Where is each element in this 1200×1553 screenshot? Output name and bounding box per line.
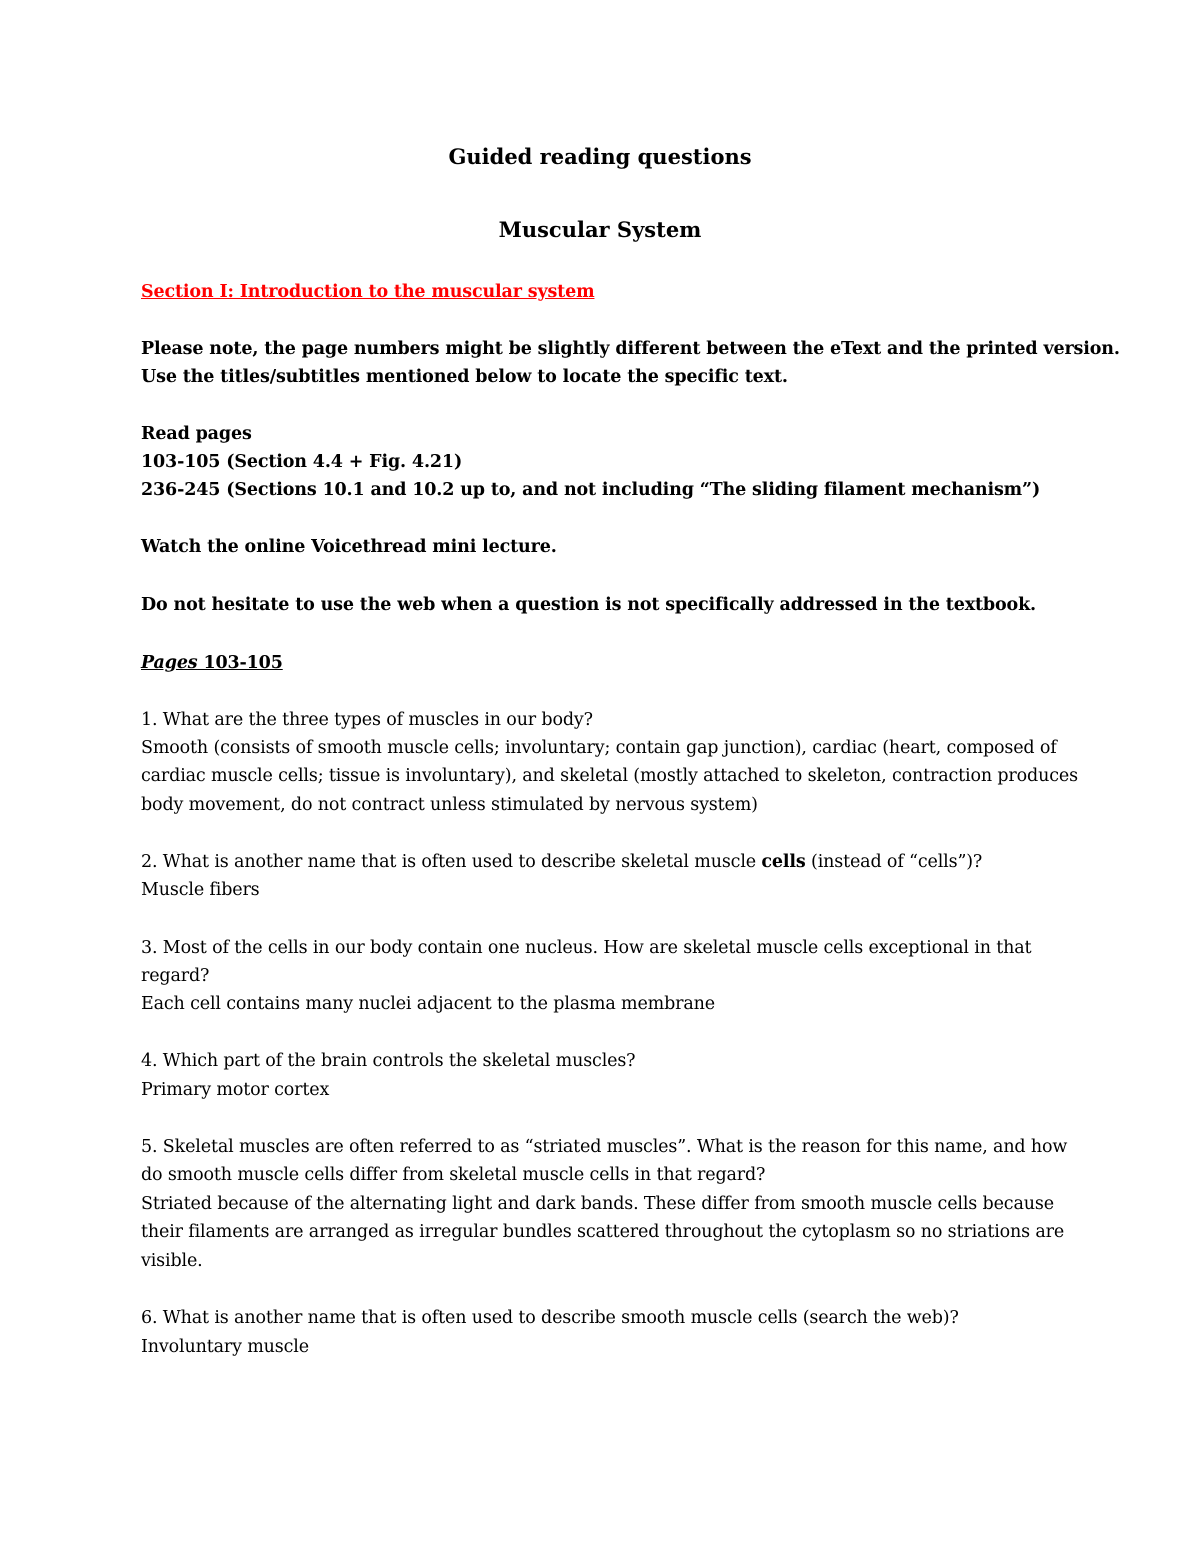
- question-2-bold-word: cells: [761, 852, 806, 872]
- section-heading: Section I: Introduction to the muscular system: [141, 282, 595, 302]
- question-3-line-1: 3. Most of the cells in our body contain one nucleus. How are skeletal muscle cells exceptional in that: [141, 938, 1032, 958]
- answer-6-line-1: Involuntary muscle: [141, 1337, 309, 1357]
- pages-heading-italic: Pages: [141, 653, 198, 673]
- question-2-text-after: (instead of “cells”)?: [805, 852, 983, 872]
- answer-3-line-1: Each cell contains many nuclei adjacent to the plasma membrane: [141, 994, 715, 1014]
- question-4: 4. Which part of the brain controls the skeletal muscles?: [141, 1051, 636, 1071]
- web-note: Do not hesitate to use the web when a question is not specifically addressed in the textbook.: [141, 595, 1036, 615]
- pages-heading: [141, 653, 283, 673]
- pages-heading-range: 103-105: [197, 653, 283, 673]
- answer-1-line-1: Smooth (consists of smooth muscle cells; involuntary; contain gap junction), cardiac (heart, composed of: [141, 738, 1057, 758]
- answer-4-line-1: Primary motor cortex: [141, 1080, 330, 1100]
- question-6: 6. What is another name that is often used to describe smooth muscle cells (search the web)?: [141, 1308, 959, 1328]
- read-pages-item-2: 236-245 (Sections 10.1 and 10.2 up to, and not including “The sliding filament mechanism”): [141, 480, 1041, 500]
- answer-5-line-2: their filaments are arranged as irregular bundles scattered throughout the cytoplasm so no striations are: [141, 1222, 1065, 1242]
- answer-5-line-1: Striated because of the alternating light and dark bands. These differ from smooth muscle cells because: [141, 1194, 1054, 1214]
- question-5-line-2: do smooth muscle cells differ from skeletal muscle cells in that regard?: [141, 1165, 766, 1185]
- question-1: 1. What are the three types of muscles in our body?: [141, 710, 593, 730]
- document-title: Guided reading questions: [448, 144, 752, 169]
- question-3-line-2: regard?: [141, 966, 210, 986]
- note-line-1: Please note, the page numbers might be slightly different between the eText and the printed version.: [141, 339, 1120, 359]
- read-pages-label: Read pages: [141, 424, 252, 444]
- question-2: [141, 852, 982, 872]
- question-2-text-before: 2. What is another name that is often used to describe skeletal muscle: [141, 852, 762, 872]
- answer-1-line-3: body movement, do not contract unless stimulated by nervous system): [141, 795, 758, 815]
- answer-2-line-1: Muscle fibers: [141, 880, 260, 900]
- note-line-2: Use the titles/subtitles mentioned below to locate the specific text.: [141, 367, 788, 387]
- document-subtitle: Muscular System: [498, 217, 702, 242]
- read-pages-item-1: 103-105 (Section 4.4 + Fig. 4.21): [141, 452, 463, 472]
- answer-5-line-3: visible.: [141, 1251, 203, 1271]
- answer-1-line-2: cardiac muscle cells; tissue is involuntary), and skeletal (mostly attached to skeleton, contraction produces: [141, 766, 1078, 786]
- watch-instruction: Watch the online Voicethread mini lecture.: [141, 537, 557, 557]
- question-5-line-1: 5. Skeletal muscles are often referred to as “striated muscles”. What is the reason for this name, and how: [141, 1137, 1068, 1157]
